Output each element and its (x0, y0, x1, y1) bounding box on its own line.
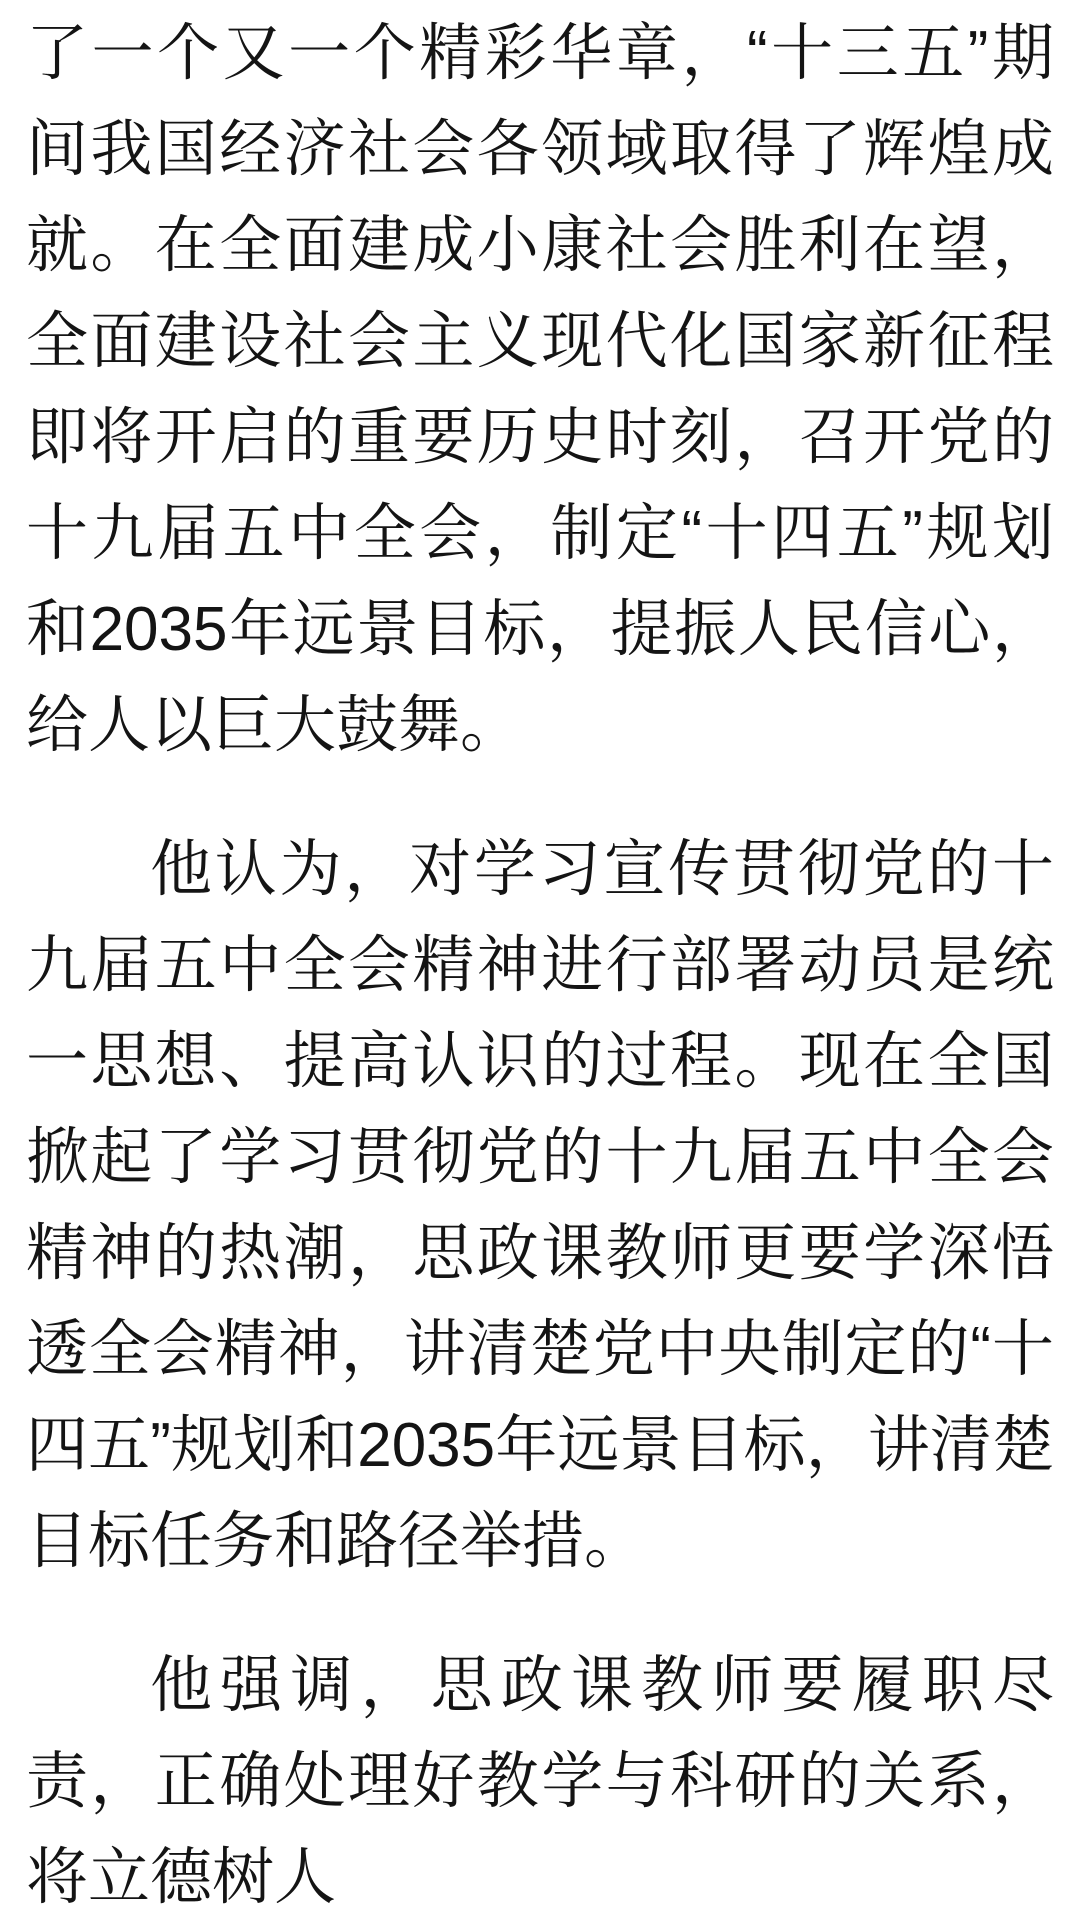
article-body (26, 6, 1054, 1926)
paragraph-he-thinks: 他认为，对学习宣传贯彻党的十九届五中全会精神进行部署动员是统一思想、提高认识的过程。现在全国掀起了学习贯彻党的十九届五中全会精神的热潮，思政课教师更要学深悟透全会精神，讲清楚党中央制定的“十四五”规划和2035年远景目标，讲清楚目标任务和路径举措。 (26, 835, 1054, 1576)
paragraph-continued: 了一个又一个精彩华章，“十三五”期间我国经济社会各领域取得了辉煌成就。在全面建成小康社会胜利在望，全面建设社会主义现代化国家新征程即将开启的重要历史时刻，召开党的十九届五中全会，制定“十四五”规划和2035年远景目标，提振人民信心，给人以巨大鼓舞。 (26, 19, 1054, 760)
paragraph-he-emphasizes: 他强调，思政课教师要履职尽责，正确处理好教学与科研的关系，将立德树人 (26, 1651, 1054, 1912)
